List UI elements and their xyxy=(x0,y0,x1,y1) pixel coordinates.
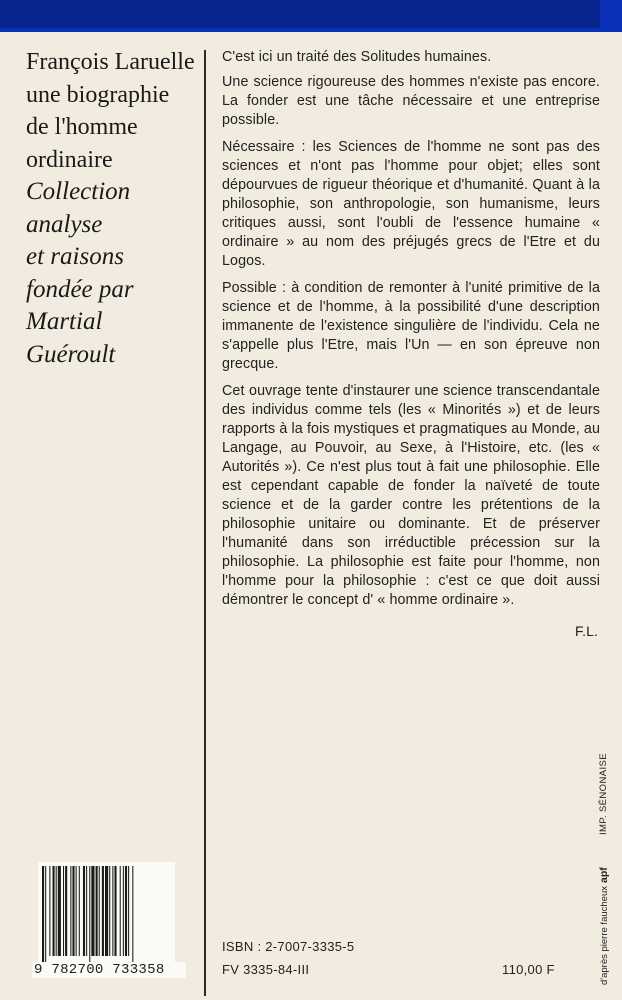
barcode-bar xyxy=(53,866,55,956)
barcode xyxy=(38,862,175,962)
isbn-number: ISBN : 2-7007-3335-5 xyxy=(222,939,355,954)
collection-line: analyse xyxy=(26,210,103,238)
blurb-paragraph: Cet ouvrage tente d'instaurer une science transcendantale des individus comme tels (les « Minorités ») et de leurs rapports à la fois mystiques et pragmatiques au Monde, au Langage, au Pouvoir, au Sexe, à l'Histoire, etc. (les « Autorités »). Ce n'est plus tout à fait une philosophie. Elle est cependant capable de fonder la naïveté de toute science et de la garder contre les prétentions de la philosophie unitaire ou dominante. Et de préserver l'humanité dans son irréductible précession sur la philosophie. La philosophie est faite pour l'homme, non l'homme pour la philosophie : c'est ce que doit aussi démontrer le concept d' « homme ordinaire ». xyxy=(222,383,600,608)
book-title-line: ordinaire xyxy=(26,146,113,173)
barcode-bar xyxy=(91,866,94,956)
barcode-bar xyxy=(114,866,116,956)
barcode-bar xyxy=(86,866,87,956)
barcode-bar xyxy=(72,866,74,956)
barcode-bar xyxy=(79,866,80,956)
blurb-paragraph: C'est ici un traité des Solitudes humaines. xyxy=(222,49,492,65)
barcode-bar xyxy=(102,866,104,956)
collection-line: et raisons xyxy=(26,243,124,270)
book-title-line: de l'homme xyxy=(26,114,138,140)
blurb-paragraph: Une science rigoureuse des hommes n'existe pas encore. La fonder est une tâche nécessaire et une entreprise possible. xyxy=(222,74,600,128)
barcode-bar xyxy=(123,866,124,956)
barcode-bar xyxy=(42,866,44,962)
blurb-text xyxy=(222,48,600,641)
barcode-bar xyxy=(49,866,50,956)
barcode-bar xyxy=(83,866,85,956)
barcode-bar xyxy=(132,866,133,962)
barcode-bar xyxy=(96,866,98,956)
top-color-band-inner xyxy=(0,0,600,28)
barcode-bar xyxy=(58,866,61,956)
barcode-bar xyxy=(65,866,67,956)
collection-line: Collection xyxy=(26,178,131,205)
barcode-digits: 9 782700 733358 xyxy=(32,962,186,978)
barcode-bar xyxy=(56,866,57,956)
barcode-bar xyxy=(105,866,108,956)
barcode-bar xyxy=(99,866,100,956)
blurb-paragraph: Possible : à condition de remonter à l'unité primitive de la science et de l'homme, à la possibilité d'une description immanente de l'existence singulière de l'individu. Cela ne s'appelle plus l'Etre, mais l'Un — en son épreuve non grecque. xyxy=(222,280,600,372)
barcode-bar xyxy=(112,866,113,956)
collection-line: fondée par xyxy=(26,275,134,303)
collection-line: Martial xyxy=(26,308,103,335)
barcode-bars xyxy=(42,866,171,962)
barcode-bar xyxy=(63,866,64,956)
printer-credit: IMP. SÉNONAISE xyxy=(598,753,609,835)
barcode-bar xyxy=(120,866,121,956)
barcode-bar xyxy=(45,866,46,962)
barcode-bar xyxy=(125,866,127,956)
design-credit-text: d'après pierre faucheux xyxy=(599,886,610,985)
blurb-paragraph: Nécessaire : les Sciences de l'homme ne sont pas des sciences et n'ont pas l'homme pour objet; elles sont dépourvues de rigueur théorique et d'humanité. Quant à la philosophie, son anthropologie, son humanisme, leurs critiques aussi, sont l'oubli de l'essence humaine « ordinaire » au nom des préjugés grecs de l'Etre et du Logos. xyxy=(222,139,600,269)
design-mark: apf xyxy=(598,867,610,883)
author-name: François Laruelle xyxy=(26,49,195,75)
barcode-bar xyxy=(109,866,110,956)
fv-code: FV 3335-84-III xyxy=(222,962,310,977)
barcode-bar xyxy=(76,866,77,956)
column-divider xyxy=(204,50,206,996)
author-title-block xyxy=(26,46,196,371)
price: 110,00 F xyxy=(502,962,555,977)
book-title-line: une biographie xyxy=(26,81,170,108)
barcode-bar xyxy=(70,866,71,956)
top-color-band xyxy=(0,0,622,32)
signature: F.L. xyxy=(575,623,598,639)
design-credit xyxy=(598,867,610,985)
barcode-bar xyxy=(89,866,90,962)
collection-line: Guéroult xyxy=(26,340,116,368)
barcode-bar xyxy=(128,866,129,956)
